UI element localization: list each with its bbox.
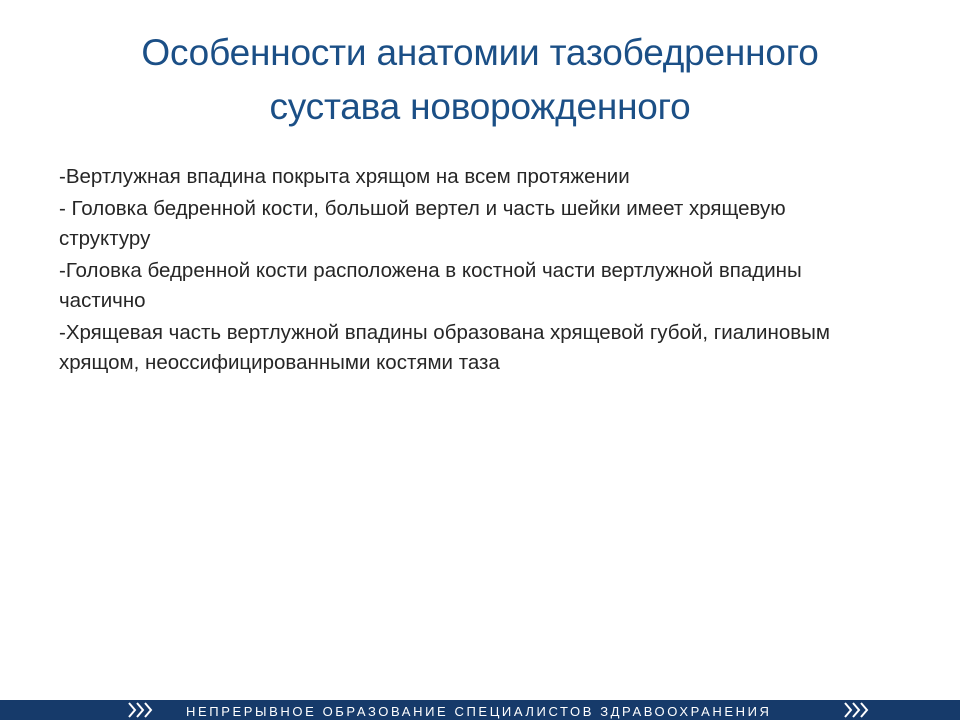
slide-title-line-1: Особенности анатомии тазобедренного xyxy=(141,32,819,73)
slide-title-line-2: сустава новорожденного xyxy=(269,86,691,127)
double-chevron-right-icon xyxy=(843,701,881,719)
bullet-item-2: - Головка бедренной кости, большой вертел и часть шейки имеет хрящевую структуру xyxy=(59,197,786,250)
bullet-list xyxy=(59,162,879,380)
double-chevron-right-icon xyxy=(127,701,165,719)
slide-title xyxy=(60,26,900,134)
bullet-item-1: -Вертлужная впадина покрыта хрящом на всем протяжении xyxy=(59,165,630,188)
bullet-item-3: -Головка бедренной кости расположена в костной части вертлужной впадины частично xyxy=(59,259,802,312)
bullet-item-4: -Хрящевая часть вертлужной впадины образована хрящевой губой, гиалиновым хрящом, неоссифицированными костями таза xyxy=(59,321,830,374)
footer-tagline: НЕПРЕРЫВНОЕ ОБРАЗОВАНИЕ СПЕЦИАЛИСТОВ ЗДРАВООХРАНЕНИЯ xyxy=(186,704,772,719)
